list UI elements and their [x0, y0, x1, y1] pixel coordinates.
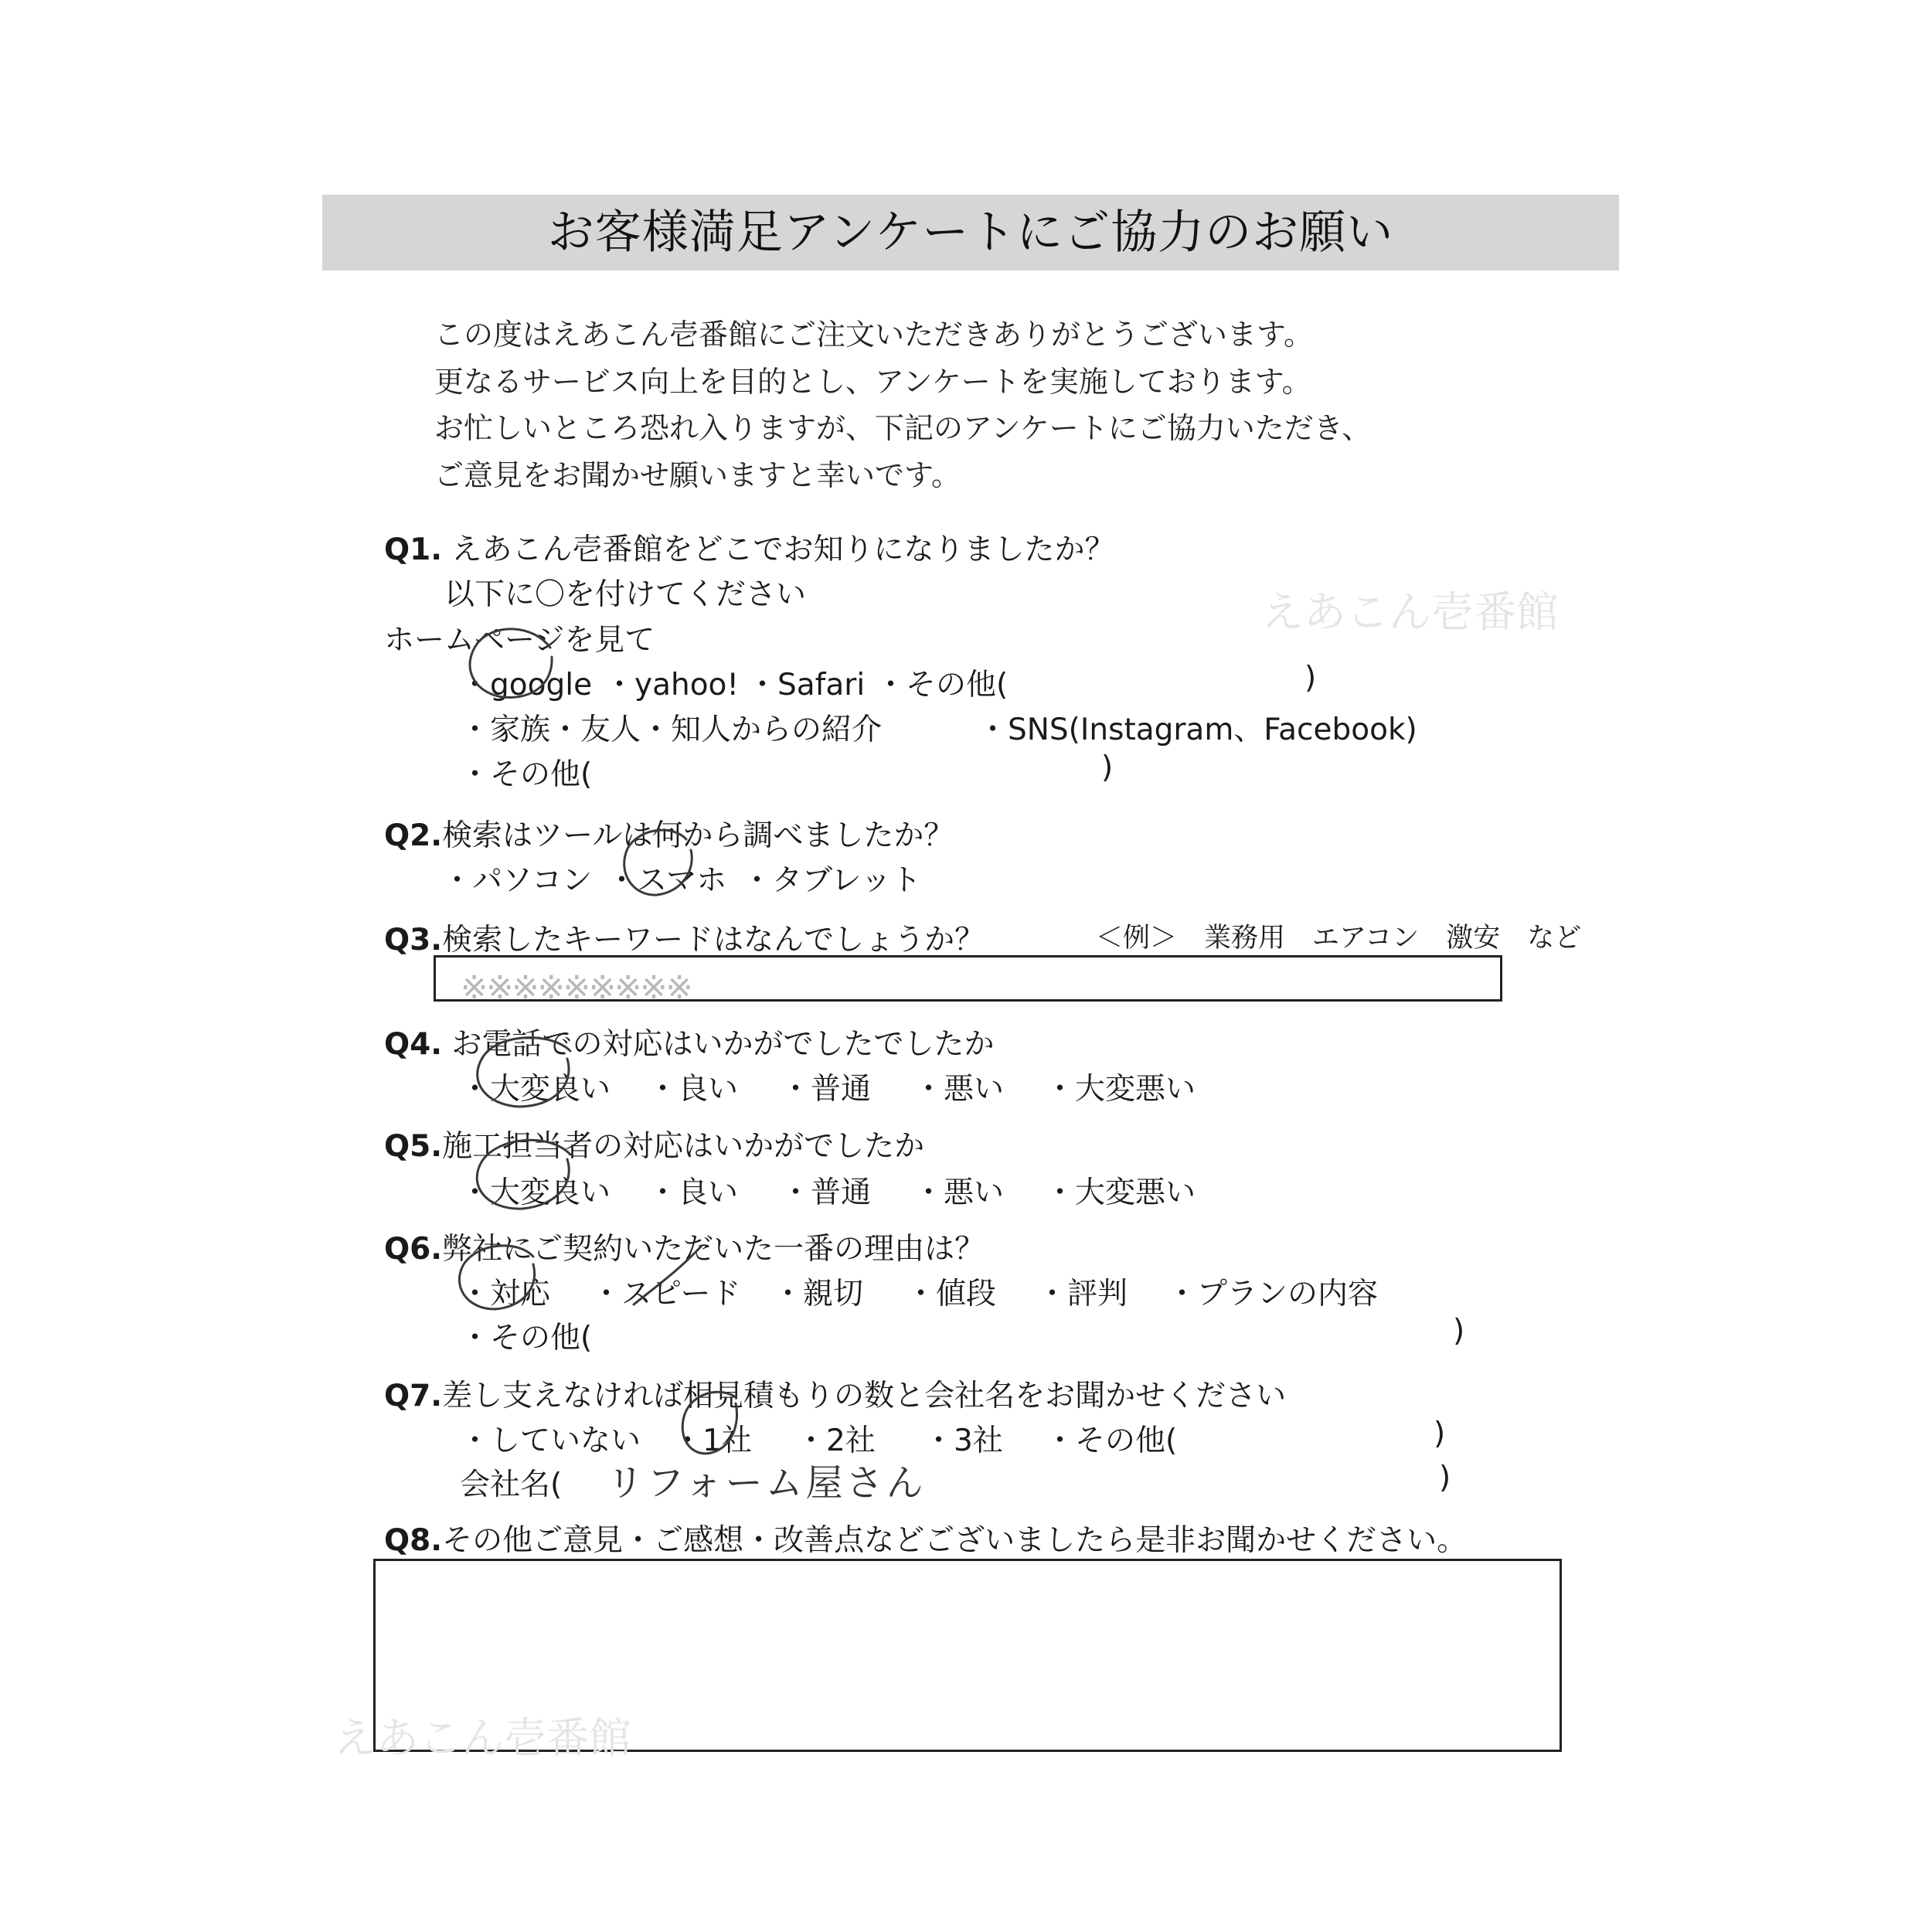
q3-question	[384, 916, 985, 959]
q3-number: Q3.	[384, 923, 443, 957]
q5-number: Q5.	[384, 1129, 443, 1164]
watermark-bottom: えあこん壱番館	[334, 1713, 632, 1763]
q7-question	[384, 1372, 1286, 1415]
watermark-top: えあこん壱番館	[1261, 587, 1560, 637]
q7-company-label: 会社名(	[460, 1468, 563, 1502]
q4-option-very-bad[interactable]: ・大変悪い	[1045, 1072, 1196, 1107]
q7-option-other[interactable]: ・その他(	[1045, 1423, 1178, 1458]
q8-text: その他ご意見・ご感想・改善点などございましたら是非お聞かせください。	[442, 1523, 1468, 1558]
q1-group-homepage: ホームページを見て	[384, 623, 655, 658]
q7-option-2[interactable]: ・2社	[796, 1423, 876, 1458]
q2-question	[384, 811, 954, 855]
q6-option-price[interactable]: ・値段	[906, 1277, 997, 1311]
q7-option-none[interactable]: ・していない	[460, 1423, 641, 1458]
q2-number: Q2.	[384, 818, 443, 853]
q4-option-good[interactable]: ・良い	[648, 1072, 739, 1107]
q3-text: 検索したキーワードはなんでしょうか？	[442, 923, 985, 957]
q1-paren-close-1: )	[1304, 661, 1317, 696]
q3-answer-redacted: ※※※※※※※※※	[461, 968, 692, 1006]
q6-option-kind[interactable]: ・親切	[773, 1277, 864, 1311]
q2-option-smartphone[interactable]: ・スマホ	[607, 863, 727, 898]
q1-question	[384, 526, 1115, 569]
q1-sub: 以下に〇を付けてください	[444, 577, 807, 612]
q6-question	[384, 1225, 985, 1268]
q1-option-safari[interactable]: ・Safari	[747, 668, 866, 702]
q1-option-family[interactable]: ・家族・友人・知人からの紹介	[460, 713, 883, 747]
q5-text: 施工担当者の対応はいかがでしたか	[442, 1129, 925, 1164]
q7-company-close: )	[1439, 1461, 1451, 1495]
intro-line-1: この度はえあこん壱番館にご注文いただきありがとうございます。	[434, 318, 1313, 352]
q6-number: Q6.	[384, 1232, 443, 1267]
q1-option-google[interactable]: ・google	[460, 668, 593, 702]
q5-option-very-bad[interactable]: ・大変悪い	[1045, 1175, 1196, 1210]
q1-option-other[interactable]: ・その他(	[460, 757, 593, 792]
q8-question	[384, 1516, 1467, 1560]
q1-paren-close-2: )	[1101, 750, 1114, 785]
q5-option-normal[interactable]: ・普通	[781, 1175, 872, 1210]
q3-example: ＜例＞ 業務用 エアコン 激安 など	[1096, 923, 1582, 954]
q4-number: Q4.	[384, 1027, 443, 1062]
q7-company-value[interactable]: リフォーム屋さん	[607, 1461, 927, 1505]
q4-option-very-good[interactable]: ・大変良い	[460, 1072, 611, 1107]
q8-number: Q8.	[384, 1523, 443, 1558]
intro-line-4: ご意見をお聞かせ願いますと幸いです。	[434, 458, 961, 492]
q7-paren-close: )	[1434, 1417, 1446, 1451]
q6-option-other[interactable]: ・その他(	[460, 1321, 593, 1355]
q1-option-other-web[interactable]: ・その他(	[876, 668, 1009, 702]
q1-number: Q1.	[384, 532, 443, 567]
q4-question	[384, 1020, 995, 1063]
q7-number: Q7.	[384, 1379, 443, 1413]
q7-text: 差し支えなければ相見積もりの数と会社名をお聞かせください	[442, 1379, 1287, 1413]
q4-option-normal[interactable]: ・普通	[781, 1072, 872, 1107]
q1-text: えあこん壱番館をどこでお知りになりましたか？	[451, 532, 1115, 567]
q6-option-response[interactable]: ・対応	[460, 1277, 551, 1311]
q5-question	[384, 1122, 924, 1165]
q6-option-reputation[interactable]: ・評判	[1037, 1277, 1128, 1311]
q6-paren-close: )	[1453, 1314, 1465, 1349]
q6-option-plan[interactable]: ・プランの内容	[1167, 1277, 1379, 1311]
q1-option-yahoo[interactable]: ・yahoo!	[604, 668, 740, 702]
q6-text: 弊社にご契約いただいた一番の理由は？	[442, 1232, 985, 1267]
page-title: お客様満足アンケートにご協力のお願い	[547, 206, 1394, 260]
q4-text: お電話での対応はいかがでしたでしたか	[451, 1027, 995, 1062]
q1-option-sns[interactable]: ・SNS(Instagram、Facebook)	[978, 713, 1417, 747]
q4-option-bad[interactable]: ・悪い	[913, 1072, 1005, 1107]
q2-option-pc[interactable]: ・パソコン	[442, 863, 593, 898]
q7-option-3[interactable]: ・3社	[923, 1423, 1003, 1458]
q2-option-tablet[interactable]: ・タブレット	[742, 863, 922, 898]
q7-option-1[interactable]: ・1社	[672, 1423, 752, 1458]
intro-line-3: お忙しいところ恐れ入りますが、下記のアンケートにご協力いただき、	[434, 411, 1372, 445]
q5-option-very-good[interactable]: ・大変良い	[460, 1175, 611, 1210]
q5-option-good[interactable]: ・良い	[648, 1175, 739, 1210]
intro-line-2: 更なるサービス向上を目的とし、アンケートを実施しております。	[434, 365, 1311, 399]
q6-option-speed[interactable]: ・スピード	[591, 1277, 741, 1311]
q2-text: 検索はツールは何から調べましたか？	[442, 818, 954, 853]
q5-option-bad[interactable]: ・悪い	[913, 1175, 1005, 1210]
